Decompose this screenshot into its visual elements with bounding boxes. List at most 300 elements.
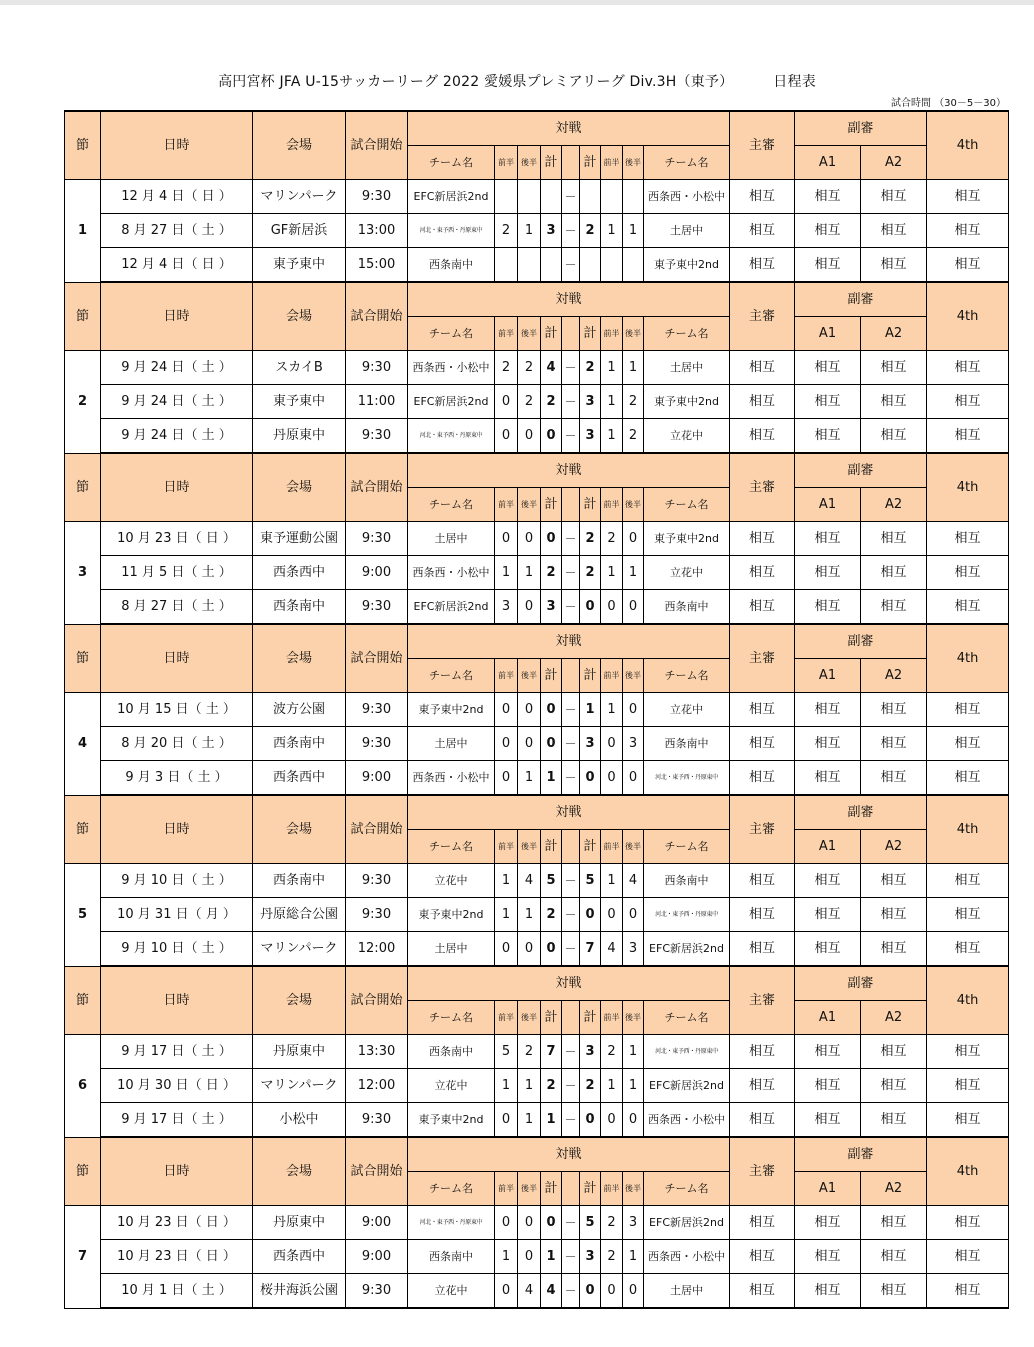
away-second-half: 1 (623, 214, 644, 248)
home-second-half: 2 (518, 385, 541, 419)
header-home-2h: 後半 (518, 146, 541, 180)
header-home-total: 計 (541, 488, 562, 522)
assistant-a1: 相互 (795, 248, 861, 283)
away-total: 2 (580, 556, 601, 590)
header-referee: 主審 (730, 624, 795, 693)
home-second-half: 1 (518, 898, 541, 932)
match-row (65, 1069, 1009, 1103)
header-a2: A2 (861, 488, 927, 522)
header-away-1h: 前半 (601, 659, 623, 693)
header-a2: A2 (861, 1172, 927, 1206)
assistant-a2: 相互 (861, 932, 927, 967)
match-venue: 東予運動公園 (253, 522, 346, 556)
header-kickoff: 試合開始 (346, 282, 408, 351)
fourth-official: 相互 (927, 522, 1009, 556)
assistant-a2: 相互 (861, 248, 927, 283)
away-second-half: 1 (623, 1240, 644, 1274)
header-home-team: チーム名 (408, 1172, 495, 1206)
home-first-half: 5 (495, 1035, 518, 1069)
home-first-half: 0 (495, 932, 518, 967)
home-first-half: 0 (495, 1274, 518, 1309)
home-total (541, 248, 562, 283)
home-first-half (495, 248, 518, 283)
match-date: 9 月 3 日（ 土 ） (101, 761, 253, 796)
home-first-half: 3 (495, 590, 518, 625)
header-home-total: 計 (541, 317, 562, 351)
home-total: 1 (541, 761, 562, 796)
away-total: 1 (580, 693, 601, 727)
score-dash: － (562, 1274, 580, 1309)
away-second-half: 0 (623, 1274, 644, 1309)
match-venue: 桜井海浜公園 (253, 1274, 346, 1309)
header-dash (562, 1001, 580, 1035)
score-dash: － (562, 180, 580, 214)
match-kickoff: 9:30 (346, 590, 408, 625)
match-kickoff: 9:30 (346, 1274, 408, 1309)
away-first-half (601, 180, 623, 214)
header-a1: A1 (795, 317, 861, 351)
home-second-half: 1 (518, 556, 541, 590)
match-kickoff: 9:30 (346, 727, 408, 761)
away-team: 土居中 (644, 1274, 730, 1309)
home-first-half: 2 (495, 214, 518, 248)
fourth-official: 相互 (927, 419, 1009, 454)
header-fourth: 4th (927, 795, 1009, 864)
header-away-1h: 前半 (601, 1172, 623, 1206)
header-round: 節 (65, 1137, 101, 1206)
match-venue: 西条西中 (253, 1240, 346, 1274)
referee: 相互 (730, 1103, 795, 1138)
away-second-half: 2 (623, 385, 644, 419)
assistant-a1: 相互 (795, 1274, 861, 1309)
score-dash: － (562, 693, 580, 727)
away-total: 3 (580, 385, 601, 419)
home-first-half: 0 (495, 693, 518, 727)
header-away-total: 計 (580, 659, 601, 693)
header-home-team: チーム名 (408, 1001, 495, 1035)
home-second-half: 1 (518, 1069, 541, 1103)
away-team: 立花中 (644, 419, 730, 454)
away-second-half: 3 (623, 1206, 644, 1240)
referee: 相互 (730, 419, 795, 454)
referee: 相互 (730, 1240, 795, 1274)
header-kickoff: 試合開始 (346, 453, 408, 522)
title-text: 高円宮杯 JFA U-15サッカーリーグ 2022 愛媛県プレミアリーグ Div.3H（東予） (218, 74, 734, 90)
away-team: 西条西・小松中 (644, 180, 730, 214)
header-round: 節 (65, 624, 101, 693)
away-second-half: 1 (623, 1069, 644, 1103)
assistant-a1: 相互 (795, 1206, 861, 1240)
match-row (65, 214, 1009, 248)
assistant-a1: 相互 (795, 419, 861, 454)
match-venue: 丹原東中 (253, 1206, 346, 1240)
header-referee: 主審 (730, 282, 795, 351)
header-away-2h: 後半 (623, 1001, 644, 1035)
round-number: 7 (65, 1206, 101, 1309)
assistant-a2: 相互 (861, 1069, 927, 1103)
header-home-1h: 前半 (495, 1001, 518, 1035)
away-second-half: 3 (623, 932, 644, 967)
header-round: 節 (65, 111, 101, 180)
match-date: 12 月 4 日（ 日 ） (101, 248, 253, 283)
score-dash: － (562, 761, 580, 796)
match-venue: 丹原総合公園 (253, 898, 346, 932)
away-first-half: 1 (601, 864, 623, 898)
header-home-1h: 前半 (495, 488, 518, 522)
away-first-half: 2 (601, 522, 623, 556)
home-team: 西条南中 (408, 1240, 495, 1274)
score-dash: － (562, 351, 580, 385)
home-second-half (518, 180, 541, 214)
home-total: 0 (541, 932, 562, 967)
match-row (65, 522, 1009, 556)
assistant-a2: 相互 (861, 385, 927, 419)
away-total: 2 (580, 522, 601, 556)
header-away-team: チーム名 (644, 1001, 730, 1035)
assistant-a2: 相互 (861, 727, 927, 761)
assistant-a1: 相互 (795, 556, 861, 590)
away-first-half: 0 (601, 727, 623, 761)
assistant-a1: 相互 (795, 761, 861, 796)
score-dash: － (562, 214, 580, 248)
match-date: 9 月 17 日（ 土 ） (101, 1035, 253, 1069)
home-team: 西条南中 (408, 1035, 495, 1069)
assistant-a1: 相互 (795, 590, 861, 625)
home-first-half: 0 (495, 727, 518, 761)
home-second-half: 0 (518, 1240, 541, 1274)
referee: 相互 (730, 214, 795, 248)
fourth-official: 相互 (927, 590, 1009, 625)
header-dash (562, 1172, 580, 1206)
header-round: 節 (65, 795, 101, 864)
assistant-a2: 相互 (861, 556, 927, 590)
header-home-total: 計 (541, 659, 562, 693)
header-away-1h: 前半 (601, 488, 623, 522)
header-away-2h: 後半 (623, 146, 644, 180)
fourth-official: 相互 (927, 693, 1009, 727)
match-kickoff: 9:30 (346, 1103, 408, 1138)
away-total: 2 (580, 351, 601, 385)
away-team: 西条南中 (644, 727, 730, 761)
away-first-half: 4 (601, 932, 623, 967)
referee: 相互 (730, 522, 795, 556)
home-first-half: 0 (495, 522, 518, 556)
home-total: 3 (541, 214, 562, 248)
header-a1: A1 (795, 659, 861, 693)
away-total (580, 248, 601, 283)
away-second-half: 1 (623, 556, 644, 590)
round-number: 5 (65, 864, 101, 967)
home-total: 2 (541, 898, 562, 932)
away-second-half: 0 (623, 590, 644, 625)
home-team: 西条西・小松中 (408, 556, 495, 590)
match-kickoff: 12:00 (346, 932, 408, 967)
score-dash: － (562, 556, 580, 590)
away-total: 0 (580, 590, 601, 625)
away-first-half: 0 (601, 1274, 623, 1309)
match-kickoff: 9:30 (346, 898, 408, 932)
match-venue: 西条西中 (253, 556, 346, 590)
header-fourth: 4th (927, 1137, 1009, 1206)
home-team: 土居中 (408, 932, 495, 967)
away-total: 7 (580, 932, 601, 967)
header-assistant: 副審 (795, 1137, 927, 1172)
header-a1: A1 (795, 146, 861, 180)
home-total: 0 (541, 419, 562, 454)
away-second-half (623, 248, 644, 283)
match-kickoff: 13:00 (346, 214, 408, 248)
match-date: 9 月 24 日（ 土 ） (101, 419, 253, 454)
match-venue: マリンパーク (253, 180, 346, 214)
assistant-a2: 相互 (861, 1240, 927, 1274)
assistant-a1: 相互 (795, 1035, 861, 1069)
referee: 相互 (730, 248, 795, 283)
away-team: EFC新居浜2nd (644, 1206, 730, 1240)
home-team: 河北・東予西・丹原東中 (408, 1206, 495, 1240)
header-a2: A2 (861, 1001, 927, 1035)
home-team: 東予東中2nd (408, 693, 495, 727)
away-total: 0 (580, 1103, 601, 1138)
referee: 相互 (730, 898, 795, 932)
header-fourth: 4th (927, 453, 1009, 522)
header-match: 対戦 (408, 111, 730, 146)
match-venue: マリンパーク (253, 932, 346, 967)
assistant-a2: 相互 (861, 693, 927, 727)
home-second-half: 1 (518, 1103, 541, 1138)
away-team: 河北・東予西・丹原東中 (644, 898, 730, 932)
header-home-2h: 後半 (518, 1001, 541, 1035)
match-kickoff: 9:00 (346, 1240, 408, 1274)
away-total: 2 (580, 1069, 601, 1103)
away-team: EFC新居浜2nd (644, 932, 730, 967)
header-match: 対戦 (408, 795, 730, 830)
home-first-half: 0 (495, 419, 518, 454)
away-total: 5 (580, 1206, 601, 1240)
away-total: 3 (580, 1240, 601, 1274)
header-referee: 主審 (730, 966, 795, 1035)
fourth-official: 相互 (927, 180, 1009, 214)
home-team: 河北・東予西・丹原東中 (408, 419, 495, 454)
assistant-a2: 相互 (861, 180, 927, 214)
away-second-half: 0 (623, 898, 644, 932)
assistant-a1: 相互 (795, 180, 861, 214)
away-first-half: 1 (601, 419, 623, 454)
away-total: 3 (580, 1035, 601, 1069)
match-venue: 波方公園 (253, 693, 346, 727)
away-team: 東予東中2nd (644, 248, 730, 283)
match-row (65, 590, 1009, 625)
header-round: 節 (65, 966, 101, 1035)
match-date: 9 月 10 日（ 土 ） (101, 864, 253, 898)
away-total: 3 (580, 727, 601, 761)
away-first-half: 1 (601, 556, 623, 590)
referee: 相互 (730, 1069, 795, 1103)
header-row (65, 111, 1009, 146)
match-venue: スカイB (253, 351, 346, 385)
away-team: 土居中 (644, 214, 730, 248)
away-first-half: 0 (601, 590, 623, 625)
match-date: 10 月 30 日（ 日 ） (101, 1069, 253, 1103)
away-first-half: 2 (601, 1035, 623, 1069)
home-second-half: 4 (518, 864, 541, 898)
header-away-1h: 前半 (601, 317, 623, 351)
header-assistant: 副審 (795, 795, 927, 830)
header-away-total: 計 (580, 1001, 601, 1035)
home-total: 0 (541, 727, 562, 761)
away-second-half: 1 (623, 351, 644, 385)
assistant-a1: 相互 (795, 898, 861, 932)
home-total: 2 (541, 1069, 562, 1103)
header-kickoff: 試合開始 (346, 966, 408, 1035)
home-total: 2 (541, 385, 562, 419)
header-away-team: チーム名 (644, 488, 730, 522)
away-team: EFC新居浜2nd (644, 1069, 730, 1103)
header-home-1h: 前半 (495, 830, 518, 864)
fourth-official: 相互 (927, 1069, 1009, 1103)
away-total: 2 (580, 214, 601, 248)
fourth-official: 相互 (927, 932, 1009, 967)
header-venue: 会場 (253, 624, 346, 693)
home-total: 0 (541, 693, 562, 727)
header-assistant: 副審 (795, 282, 927, 317)
match-row (65, 1103, 1009, 1138)
header-fourth: 4th (927, 282, 1009, 351)
header-referee: 主審 (730, 1137, 795, 1206)
score-dash: － (562, 898, 580, 932)
home-first-half: 0 (495, 385, 518, 419)
assistant-a1: 相互 (795, 727, 861, 761)
home-team: 西条南中 (408, 248, 495, 283)
header-datetime: 日時 (101, 966, 253, 1035)
score-dash: － (562, 727, 580, 761)
fourth-official: 相互 (927, 1103, 1009, 1138)
header-kickoff: 試合開始 (346, 111, 408, 180)
score-dash: － (562, 419, 580, 454)
header-kickoff: 試合開始 (346, 795, 408, 864)
score-dash: － (562, 522, 580, 556)
match-row (65, 385, 1009, 419)
match-date: 10 月 23 日（ 日 ） (101, 1240, 253, 1274)
header-dash (562, 830, 580, 864)
header-home-team: チーム名 (408, 488, 495, 522)
home-second-half: 0 (518, 932, 541, 967)
header-away-total: 計 (580, 317, 601, 351)
match-venue: マリンパーク (253, 1069, 346, 1103)
match-kickoff: 9:30 (346, 351, 408, 385)
home-second-half: 2 (518, 1035, 541, 1069)
header-match: 対戦 (408, 966, 730, 1001)
match-date: 9 月 17 日（ 土 ） (101, 1103, 253, 1138)
away-second-half: 4 (623, 864, 644, 898)
match-date: 10 月 15 日（ 土 ） (101, 693, 253, 727)
match-date: 9 月 10 日（ 土 ） (101, 932, 253, 967)
header-home-1h: 前半 (495, 1172, 518, 1206)
header-a1: A1 (795, 488, 861, 522)
fourth-official: 相互 (927, 248, 1009, 283)
away-team: 西条西・小松中 (644, 1240, 730, 1274)
match-venue: 東予東中 (253, 385, 346, 419)
score-dash: － (562, 1035, 580, 1069)
referee: 相互 (730, 1274, 795, 1309)
away-first-half: 0 (601, 1103, 623, 1138)
header-kickoff: 試合開始 (346, 1137, 408, 1206)
score-dash: － (562, 932, 580, 967)
header-round: 節 (65, 453, 101, 522)
match-kickoff: 9:30 (346, 522, 408, 556)
header-datetime: 日時 (101, 111, 253, 180)
header-away-2h: 後半 (623, 1172, 644, 1206)
assistant-a1: 相互 (795, 1103, 861, 1138)
match-row (65, 419, 1009, 454)
away-team: 東予東中2nd (644, 385, 730, 419)
fourth-official: 相互 (927, 385, 1009, 419)
home-second-half (518, 248, 541, 283)
header-kickoff: 試合開始 (346, 624, 408, 693)
header-away-1h: 前半 (601, 1001, 623, 1035)
fourth-official: 相互 (927, 1206, 1009, 1240)
away-total (580, 180, 601, 214)
header-away-team: チーム名 (644, 146, 730, 180)
referee: 相互 (730, 1206, 795, 1240)
assistant-a2: 相互 (861, 1206, 927, 1240)
away-team: 東予東中2nd (644, 522, 730, 556)
home-total: 5 (541, 864, 562, 898)
title-suffix: 日程表 (773, 74, 816, 90)
header-assistant: 副審 (795, 624, 927, 659)
home-team: EFC新居浜2nd (408, 180, 495, 214)
match-venue: 東予東中 (253, 248, 346, 283)
match-row (65, 1035, 1009, 1069)
round-number: 2 (65, 351, 101, 454)
assistant-a2: 相互 (861, 522, 927, 556)
header-away-1h: 前半 (601, 830, 623, 864)
header-fourth: 4th (927, 624, 1009, 693)
header-assistant: 副審 (795, 453, 927, 488)
away-team: 河北・東予西・丹原東中 (644, 1035, 730, 1069)
header-venue: 会場 (253, 282, 346, 351)
home-team: 土居中 (408, 727, 495, 761)
home-team: 土居中 (408, 522, 495, 556)
assistant-a1: 相互 (795, 1069, 861, 1103)
home-first-half: 0 (495, 1103, 518, 1138)
assistant-a2: 相互 (861, 1035, 927, 1069)
home-team: 西条西・小松中 (408, 761, 495, 796)
header-a1: A1 (795, 830, 861, 864)
referee: 相互 (730, 556, 795, 590)
assistant-a1: 相互 (795, 351, 861, 385)
match-kickoff: 9:00 (346, 761, 408, 796)
assistant-a1: 相互 (795, 693, 861, 727)
home-team: EFC新居浜2nd (408, 385, 495, 419)
header-home-total: 計 (541, 830, 562, 864)
home-second-half: 0 (518, 727, 541, 761)
fourth-official: 相互 (927, 556, 1009, 590)
header-a2: A2 (861, 659, 927, 693)
score-dash: － (562, 1206, 580, 1240)
header-dash (562, 146, 580, 180)
round-number: 6 (65, 1035, 101, 1138)
away-first-half: 0 (601, 898, 623, 932)
score-dash: － (562, 864, 580, 898)
header-away-total: 計 (580, 1172, 601, 1206)
match-date: 10 月 23 日（ 日 ） (101, 522, 253, 556)
match-date: 10 月 1 日（ 土 ） (101, 1274, 253, 1309)
away-first-half: 1 (601, 693, 623, 727)
header-home-2h: 後半 (518, 317, 541, 351)
header-datetime: 日時 (101, 282, 253, 351)
referee: 相互 (730, 385, 795, 419)
home-team: 河北・東予西・丹原東中 (408, 214, 495, 248)
